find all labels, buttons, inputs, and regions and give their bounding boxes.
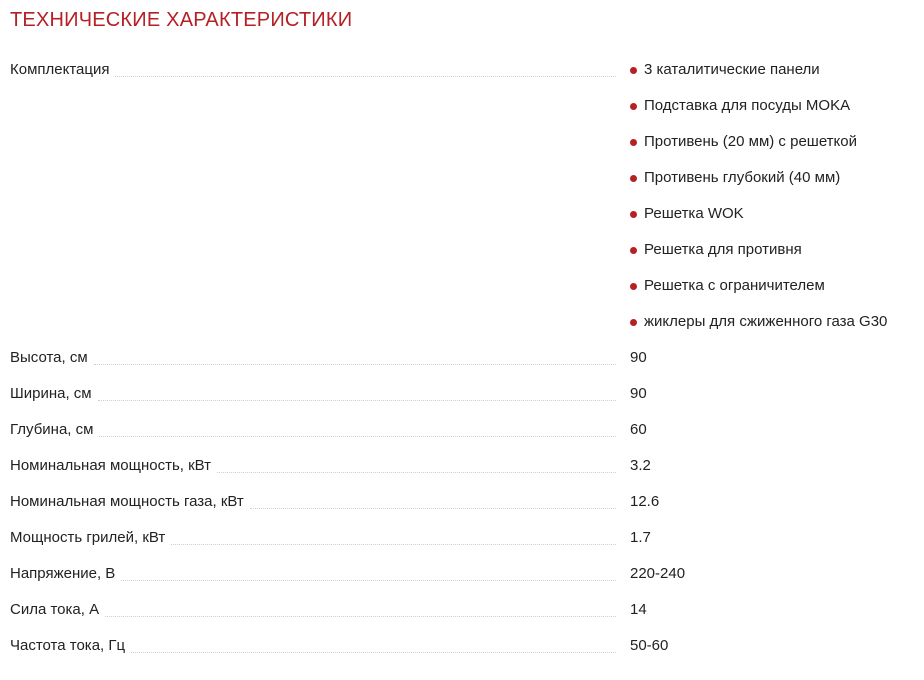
spec-label-cell xyxy=(10,340,622,376)
spec-row-voltage xyxy=(10,556,920,592)
dotted-leader xyxy=(217,448,616,473)
spec-row-frequency xyxy=(10,628,920,664)
dotted-leader xyxy=(98,376,616,401)
dotted-leader xyxy=(105,592,616,617)
spec-value-cell xyxy=(622,412,920,448)
spec-row-grill-power xyxy=(10,520,920,556)
spec-row-depth xyxy=(10,412,920,448)
spec-label-cell xyxy=(10,520,622,556)
spec-value: 14 xyxy=(630,601,647,618)
spec-label: Номинальная мощность, кВт xyxy=(10,457,212,474)
list-item xyxy=(630,268,920,304)
dotted-leader xyxy=(115,52,616,77)
spec-value: 60 xyxy=(630,421,647,438)
package-item-text: Решетка для противня xyxy=(644,241,802,258)
list-item xyxy=(630,196,920,232)
bullet-dot-icon xyxy=(630,211,637,218)
bullet-dot-icon xyxy=(630,103,637,110)
dotted-leader xyxy=(250,484,616,509)
spec-row-rated-power xyxy=(10,448,920,484)
bullet-dot-icon xyxy=(630,139,637,146)
list-item xyxy=(630,88,920,124)
specs-table xyxy=(10,52,920,664)
bullet-dot-icon xyxy=(630,67,637,74)
section-title: ТЕХНИЧЕСКИЕ ХАРАКТЕРИСТИКИ xyxy=(10,9,353,31)
spec-value-cell xyxy=(622,376,920,412)
spec-label: Глубина, см xyxy=(10,421,94,438)
package-item-text: 3 каталитические панели xyxy=(644,61,820,78)
list-item xyxy=(630,124,920,160)
spec-value-cell xyxy=(622,484,920,520)
package-item-text: жиклеры для сжиженного газа G30 xyxy=(644,313,888,330)
spec-value: 12.6 xyxy=(630,493,660,510)
spec-value: 220-240 xyxy=(630,565,686,582)
spec-label-cell xyxy=(10,484,622,520)
spec-row-current xyxy=(10,592,920,628)
spec-value-cell xyxy=(622,448,920,484)
bullet-dot-icon xyxy=(630,319,637,326)
dotted-leader xyxy=(99,412,616,437)
package-item-text: Решетка WOK xyxy=(644,205,744,222)
spec-label-cell xyxy=(10,628,622,664)
spec-label-cell xyxy=(10,592,622,628)
spec-value-cell xyxy=(622,556,920,592)
package-item-text: Подставка для посуды MOKA xyxy=(644,97,851,114)
spec-value: 90 xyxy=(630,385,647,402)
bullet-dot-icon xyxy=(630,175,637,182)
spec-row-package xyxy=(10,52,920,340)
spec-row-height xyxy=(10,340,920,376)
package-item-text: Противень глубокий (40 мм) xyxy=(644,169,841,186)
package-items-list xyxy=(630,52,920,340)
spec-label-cell xyxy=(10,448,622,484)
spec-label: Ширина, см xyxy=(10,385,92,402)
spec-label: Частота тока, Гц xyxy=(10,637,126,654)
spec-label-cell xyxy=(10,412,622,448)
list-item xyxy=(630,232,920,268)
spec-label-cell xyxy=(10,376,622,412)
package-item-text: Решетка с ограничителем xyxy=(644,277,825,294)
spec-label-cell xyxy=(10,52,622,88)
list-item xyxy=(630,304,920,340)
package-item-text: Противень (20 мм) с решеткой xyxy=(644,133,857,150)
spec-label: Высота, см xyxy=(10,349,88,366)
spec-label-cell xyxy=(10,556,622,592)
spec-label: Напряжение, В xyxy=(10,565,116,582)
bullet-dot-icon xyxy=(630,283,637,290)
bullet-dot-icon xyxy=(630,247,637,254)
spec-value-cell xyxy=(622,592,920,628)
spec-value: 50-60 xyxy=(630,637,669,654)
dotted-leader xyxy=(131,628,616,653)
spec-label: Номинальная мощность газа, кВт xyxy=(10,493,244,510)
spec-value-cell xyxy=(622,340,920,376)
spec-value-cell xyxy=(622,520,920,556)
spec-value: 3.2 xyxy=(630,457,651,474)
spec-value: 90 xyxy=(630,349,647,366)
spec-value-cell xyxy=(622,628,920,664)
spec-value: 1.7 xyxy=(630,529,651,546)
dotted-leader xyxy=(94,340,616,365)
list-item xyxy=(630,160,920,196)
spec-value-cell xyxy=(622,52,920,340)
spec-row-width xyxy=(10,376,920,412)
spec-row-gas-power xyxy=(10,484,920,520)
dotted-leader xyxy=(121,556,616,581)
list-item xyxy=(630,52,920,88)
dotted-leader xyxy=(171,520,616,545)
spec-label: Сила тока, А xyxy=(10,601,100,618)
spec-label: Мощность грилей, кВт xyxy=(10,529,166,546)
spec-label: Комплектация xyxy=(10,61,110,78)
